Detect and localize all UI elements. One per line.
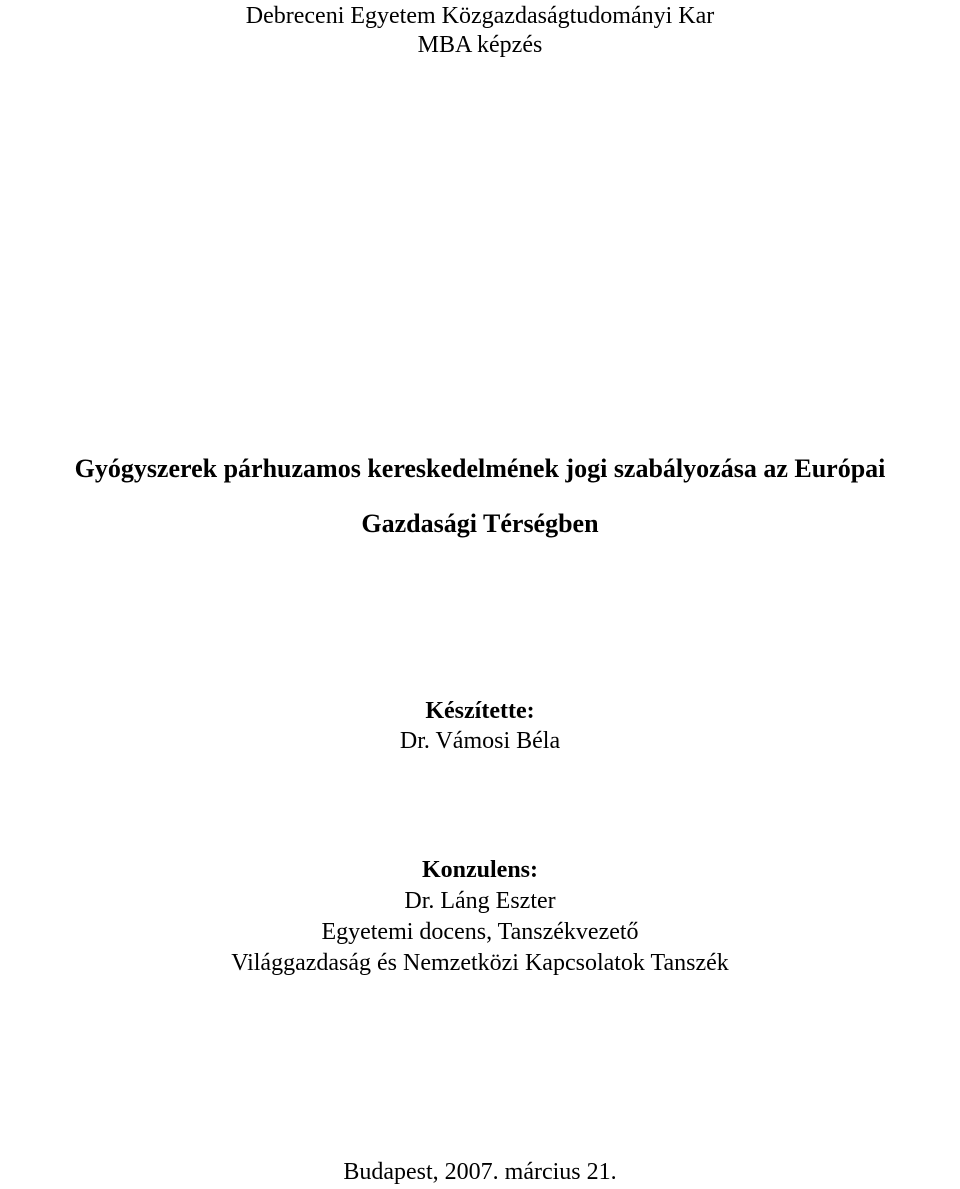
thesis-title-line-1: Gyógyszerek párhuzamos kereskedelmének jogi szabályozása az Európai bbox=[74, 454, 886, 483]
author-name: Dr. Vámosi Béla bbox=[399, 728, 561, 754]
consultant-position: Egyetemi docens, Tanszékvezető bbox=[321, 919, 639, 945]
consultant-department: Világgazdaság és Nemzetközi Kapcsolatok Tanszék bbox=[231, 950, 729, 976]
consultant-name: Dr. Láng Eszter bbox=[404, 888, 556, 914]
consultant-label: Konzulens: bbox=[421, 857, 538, 883]
thesis-title-line-2: Gazdasági Térségben bbox=[361, 509, 599, 538]
program-name: MBA képzés bbox=[417, 32, 543, 58]
author-label: Készítette: bbox=[425, 698, 535, 724]
institution-name: Debreceni Egyetem Közgazdaságtudományi Kar bbox=[245, 3, 715, 29]
place-and-date: Budapest, 2007. március 21. bbox=[343, 1159, 617, 1185]
